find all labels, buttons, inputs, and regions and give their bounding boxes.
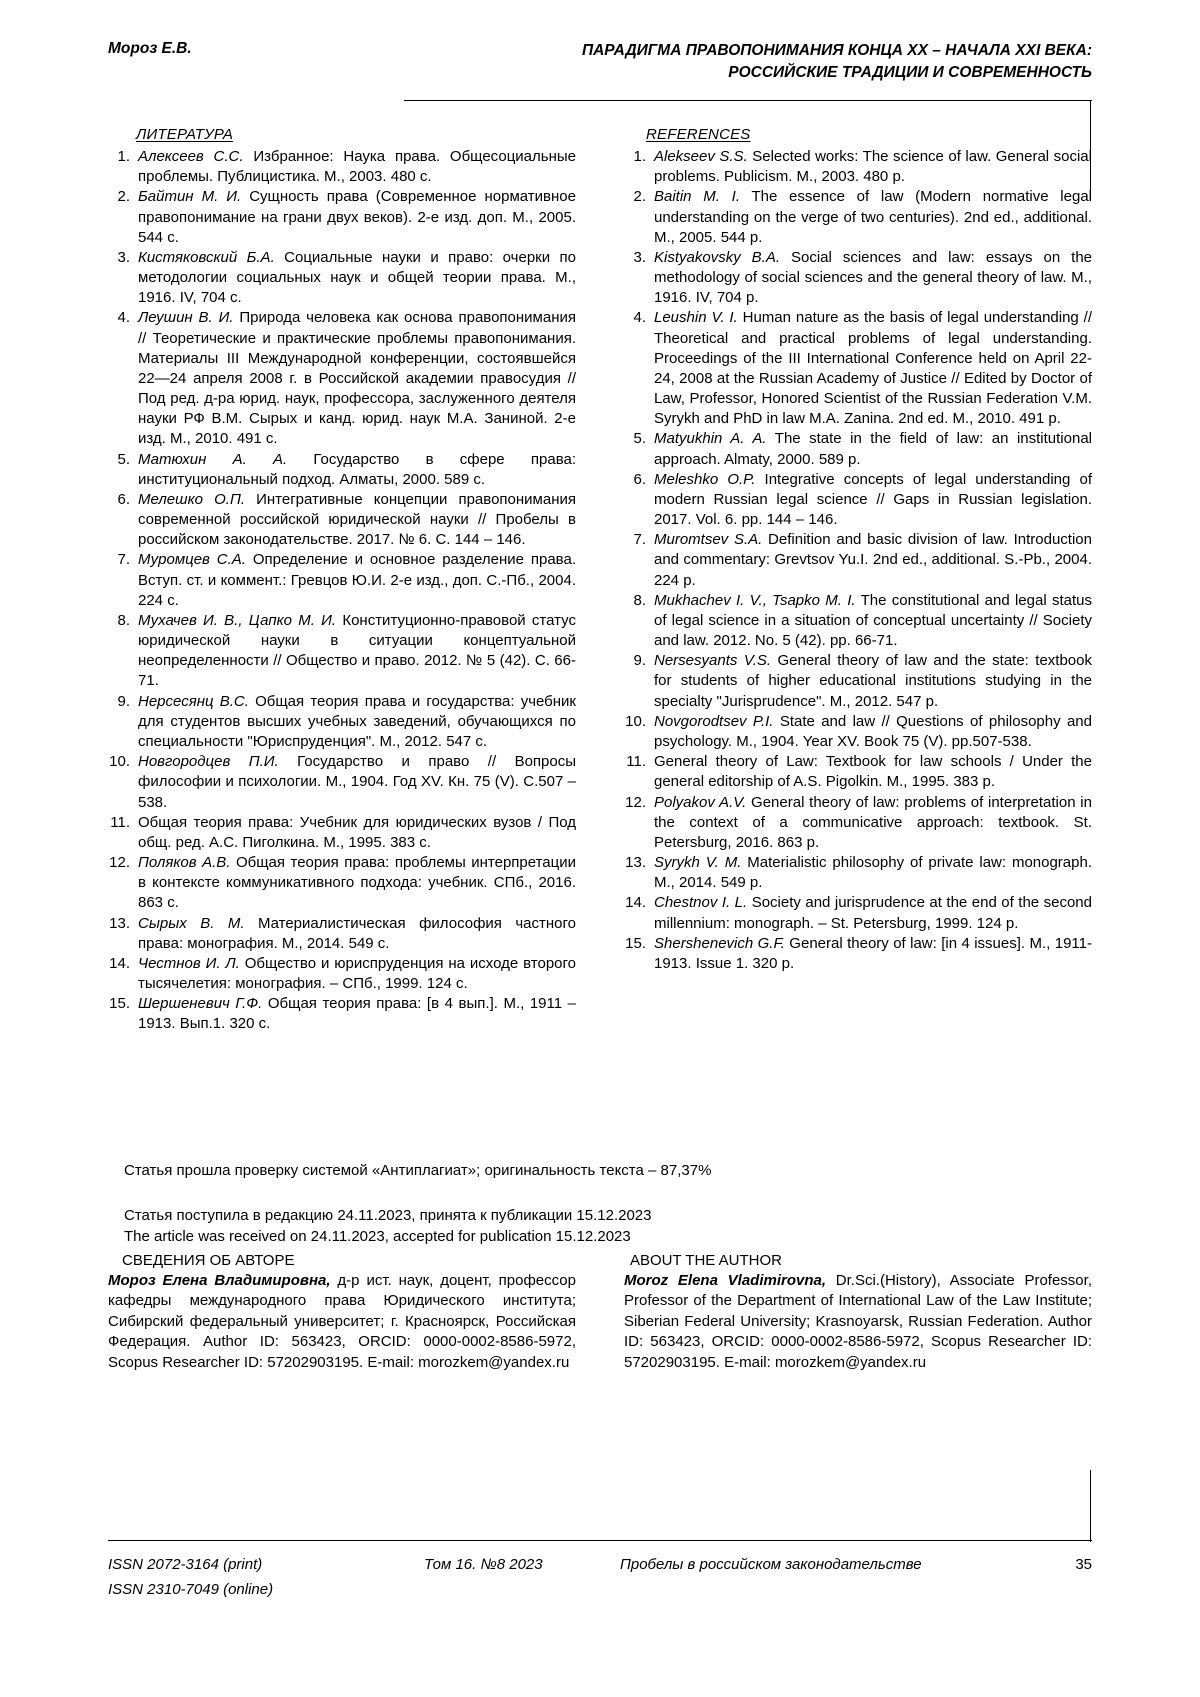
author-info-heading-ru: СВЕДЕНИЯ ОБ АВТОРЕ xyxy=(122,1252,295,1269)
reference-number: 3. xyxy=(117,248,130,266)
reference-item xyxy=(624,470,1092,531)
reference-text: Байтин М. И. Сущность права (Современное нормативное правопонимание на грани двух веков). 2-е изд. доп. М., 2005. 544 с. xyxy=(138,188,576,246)
reference-text: Novgorodtsev P.I. State and law // Questions of philosophy and psychology. M., 1904. Year XV. Book 75 (V). pp.507-538. xyxy=(654,712,1092,750)
reference-item xyxy=(624,934,1092,974)
reference-item xyxy=(624,530,1092,591)
reference-number: 1. xyxy=(117,148,130,165)
reference-number: 4. xyxy=(633,309,646,327)
reference-item xyxy=(108,550,576,611)
reference-number: 10. xyxy=(625,712,646,730)
reference-item xyxy=(108,147,576,187)
reference-number: 13. xyxy=(109,914,130,932)
reference-number: 14. xyxy=(109,954,130,972)
reference-number: 11. xyxy=(110,813,130,831)
reference-text: Мухачев И. В., Цапко М. И. Конституционно-правовой статус юридической науки в ситуации концептуальной неопределенности // Общество и право. 2012. № 5 (42). С. 66-71. xyxy=(138,611,576,690)
page-number: 35 xyxy=(1075,1556,1092,1573)
reference-number: 11. xyxy=(626,753,646,771)
reference-text: Общая теория права: Учебник для юридических вузов / Под общ. ред. А.С. Пиголкина. М., 1995. 383 с. xyxy=(138,813,576,851)
reference-text: Chestnov I. L. Society and jurisprudence at the end of the second millennium: monograph. – St. Petersburg, 1999. 124 p. xyxy=(654,894,1092,932)
reference-text: Сырых В. М. Материалистическая философия частного права: монография. М., 2014. 549 с. xyxy=(138,914,577,952)
reference-text: Нерсесянц В.С. Общая теория права и государства: учебник для студентов высших учебных заведений, обучающихся по специальности "Юриспруденция". М., 2012. 547 с. xyxy=(138,692,576,750)
reference-item xyxy=(624,147,1092,187)
reference-item xyxy=(624,248,1092,309)
author-info-ru xyxy=(108,1252,576,1373)
reference-columns xyxy=(108,126,1092,1035)
reference-number: 12. xyxy=(625,793,646,811)
references-heading-en: REFERENCES xyxy=(646,126,751,143)
footer-side-rule xyxy=(1090,1470,1091,1542)
reference-number: 13. xyxy=(625,854,646,872)
reference-number: 9. xyxy=(117,692,130,710)
reference-number: 8. xyxy=(633,591,646,609)
references-heading-ru: ЛИТЕРАТУРА xyxy=(136,126,234,143)
reference-number: 10. xyxy=(109,753,130,771)
reference-text: Алексеев С.С. Избранное: Наука права. Общесоциальные проблемы. Публицистика. М., 2003. 480 с. xyxy=(138,148,576,186)
reference-number: 8. xyxy=(117,611,130,629)
reference-item xyxy=(108,248,576,309)
reference-number: 6. xyxy=(633,470,646,488)
reference-item xyxy=(108,954,576,994)
reference-item xyxy=(108,611,576,692)
page-footer xyxy=(108,1556,1092,1598)
reference-item xyxy=(624,793,1092,854)
reference-text: Polyakov A.V. General theory of law: problems of interpretation in the context of a communicative approach: textbook. St. Petersburg, 2016. 863 p. xyxy=(654,793,1092,851)
reference-list-en xyxy=(624,147,1092,974)
reference-text: Leushin V. I. Human nature as the basis of legal understanding // Theoretical and practical problems of legal understanding. Proceedings of the III International Conference held on April 22-24, 2008 at the Russian Academy of Justice // Edited by Doctor of Law, Professor, Honored Scientist of the Russian Federation V.M. Syrykh and PhD in law M.A. Zanina. 2nd ed. M., 2010. 491 p. xyxy=(654,309,1092,428)
reference-text: Мелешко О.П. Интегративные концепции правопонимания современной российской юридической науки // Пробелы в российском законодательстве. 2017. № 6. С. 144 – 146. xyxy=(138,490,576,549)
reference-item xyxy=(108,692,576,753)
references-column-ru xyxy=(108,126,576,1035)
running-title-line2: РОССИЙСКИЕ ТРАДИЦИИ И СОВРЕМЕННОСТЬ xyxy=(728,64,1092,82)
reference-text: Mukhachev I. V., Tsapko M. I. The constitutional and legal status of legal science in a situation of conceptual uncertainty // Society and law. 2012. No. 5 (42). pp. 66-71. xyxy=(654,591,1092,650)
reference-number: 15. xyxy=(625,934,646,952)
reference-item xyxy=(624,853,1092,893)
reference-text: General theory of Law: Textbook for law schools / Under the general editorship of A.S. Pigolkin. M., 1995. 383 p. xyxy=(654,753,1092,791)
reference-text: Шершеневич Г.Ф. Общая теория права: [в 4 вып.]. М., 1911 – 1913. Вып.1. 320 с. xyxy=(138,995,576,1033)
journal-name: Пробелы в российском законодательстве xyxy=(620,1556,922,1573)
submission-dates xyxy=(124,1205,1084,1248)
reference-item xyxy=(624,712,1092,752)
reference-text: Кистяковский Б.А. Социальные науки и право: очерки по методологии социальных наук и общей теории права. М., 1916. IV, 704 с. xyxy=(138,248,577,307)
author-info-en xyxy=(624,1252,1092,1373)
reference-text: Muromtsev S.A. Definition and basic division of law. Introduction and commentary: Grevtsov Yu.I. 2nd ed., additional. S.-Pb., 2004. 224 p. xyxy=(654,531,1092,589)
author-info-body-ru: Мороз Елена Владимировна, д-р ист. наук, доцент, профессор кафедры международного права Юридического института; Сибирский федеральный университет; г. Красноярск, Российская Федерация. Author ID: 563423, ORCID: 0000-0002-8586-5972, Scopus Researcher ID: 57202903195. E-mail: morozkem@yandex.ru xyxy=(108,1272,576,1371)
reference-number: 7. xyxy=(117,551,130,569)
reference-number: 9. xyxy=(633,652,646,670)
reference-number: 15. xyxy=(109,995,130,1013)
reference-text: Syrykh V. M. Materialistic philosophy of private law: monograph. M., 2014. 549 p. xyxy=(654,854,1092,892)
reference-text: Новгородцев П.И. Государство и право // Вопросы философии и психологии. М., 1904. Год XV. Кн. 75 (V). С.507 – 538. xyxy=(138,753,576,811)
reference-text: Честнов И. Л. Общество и юриспруденция на исходе второго тысячелетия: монография. – СПб., 1999. 124 с. xyxy=(138,954,576,993)
reference-item xyxy=(624,752,1092,792)
reference-number: 4. xyxy=(117,309,130,327)
reference-item xyxy=(624,651,1092,712)
reference-text: Alekseev S.S. Selected works: The science of law. General social problems. Publicism. M., 2003. 480 p. xyxy=(654,148,1092,186)
reference-number: 2. xyxy=(633,188,646,206)
reference-number: 14. xyxy=(625,894,646,912)
reference-number: 6. xyxy=(117,490,130,508)
author-info-body-en: Moroz Elena Vladimirovna, Dr.Sci.(History), Associate Professor, Professor of the Department of International Law of the Law Institute; Siberian Federal University; Krasnoyarsk, Russian Federation. Author ID: 563423, ORCID: 0000-0002-8586-5972, Scopus Researcher ID: 57202903195. E-mail: morozkem@yandex.ru xyxy=(624,1272,1092,1371)
antiplagiat-note: Статья прошла проверку системой «Антиплагиат»; оригинальность текста – 87,37% xyxy=(124,1162,712,1179)
reference-text: Matyukhin A. A. The state in the field of law: an institutional approach. Almaty, 2000. 589 p. xyxy=(654,430,1093,468)
reference-number: 5. xyxy=(117,450,130,468)
reference-item xyxy=(108,450,576,490)
reference-number: 2. xyxy=(117,188,130,206)
page-header xyxy=(108,40,1092,85)
reference-number: 5. xyxy=(633,430,646,448)
author-info-heading-en: ABOUT THE AUTHOR xyxy=(630,1252,782,1269)
reference-item xyxy=(624,187,1092,248)
reference-number: 12. xyxy=(109,854,130,872)
running-author: Мороз Е.В. xyxy=(108,40,192,57)
volume-info: Том 16. №8 2023 xyxy=(424,1556,543,1573)
reference-number: 3. xyxy=(633,248,646,266)
references-column-en xyxy=(624,126,1092,1035)
reference-item xyxy=(624,893,1092,933)
submission-date-ru: Статья поступила в редакцию 24.11.2023, принята к публикации 15.12.2023 xyxy=(124,1207,652,1224)
header-divider xyxy=(404,100,1092,101)
reference-item xyxy=(108,914,576,954)
author-info-section xyxy=(108,1252,1092,1373)
reference-item xyxy=(624,308,1092,429)
submission-date-en: The article was received on 24.11.2023, accepted for publication 15.12.2023 xyxy=(124,1228,631,1246)
reference-item xyxy=(624,591,1092,652)
reference-number: 7. xyxy=(633,531,646,549)
reference-item xyxy=(108,308,576,449)
reference-text: Baitin M. I. The essence of law (Modern normative legal understanding on the verge of two centuries). 2nd ed., additional. M., 2005. 544 p. xyxy=(654,188,1093,246)
issn-online: ISSN 2310-7049 (online) xyxy=(108,1581,274,1598)
reference-item xyxy=(624,429,1092,469)
reference-item xyxy=(108,752,576,813)
reference-list-ru xyxy=(108,147,576,1035)
running-title xyxy=(582,40,1092,85)
reference-text: Матюхин А. А. Государство в сфере права: институциональный подход. Алматы, 2000. 589 с. xyxy=(138,450,577,488)
reference-text: Nersesyants V.S. General theory of law and the state: textbook for students of higher educational institutions studying in the specialty "Jurisprudence". M., 2012. 547 p. xyxy=(654,652,1092,710)
reference-item xyxy=(108,994,576,1034)
reference-text: Муромцев С.А. Определение и основное разделение права. Вступ. ст. и коммент.: Гревцов Ю.И. 2-е изд., доп. С.-Пб., 2004. 224 с. xyxy=(138,551,576,609)
reference-text: Kistyakovsky B.A. Social sciences and law: essays on the methodology of social sciences and the general theory of law. M., 1916. IV, 704 p. xyxy=(654,248,1092,307)
reference-item xyxy=(108,490,576,551)
reference-number: 1. xyxy=(633,148,646,165)
reference-item xyxy=(108,813,576,853)
reference-text: Meleshko O.P. Integrative concepts of legal understanding of modern Russian legal science // Gaps in Russian legislation. 2017. Vol. 6. pp. 144 – 146. xyxy=(654,470,1092,529)
reference-item xyxy=(108,853,576,914)
running-title-line1: ПАРАДИГМА ПРАВОПОНИМАНИЯ КОНЦА XX – НАЧАЛА XXI ВЕКА: xyxy=(581,42,1092,59)
reference-text: Поляков А.В. Общая теория права: проблемы интерпретации в контексте коммуникативного подхода: учебник. СПб., 2016. 863 с. xyxy=(138,854,576,912)
reference-text: Леушин В. И. Природа человека как основа правопонимания // Теоретические и практические проблемы правопонимания. Материалы III Международной конференции, состоявшейся 22—24 апреля 2008 г. в Российской академии правосудия // Под ред. д-ра юрид. наук, профессора, заслуженного деятеля науки РФ В.М. Сырых и канд. юрид. наук М.А. Заниной. 2-е изд. М., 2010. 491 с. xyxy=(138,309,576,448)
footer-divider xyxy=(108,1540,1092,1541)
reference-item xyxy=(108,187,576,248)
issn-print: ISSN 2072-3164 (print) xyxy=(108,1556,263,1573)
reference-text: Shershenevich G.F. General theory of law: [in 4 issues]. M., 1911-1913. Issue 1. 320 p. xyxy=(654,934,1092,972)
